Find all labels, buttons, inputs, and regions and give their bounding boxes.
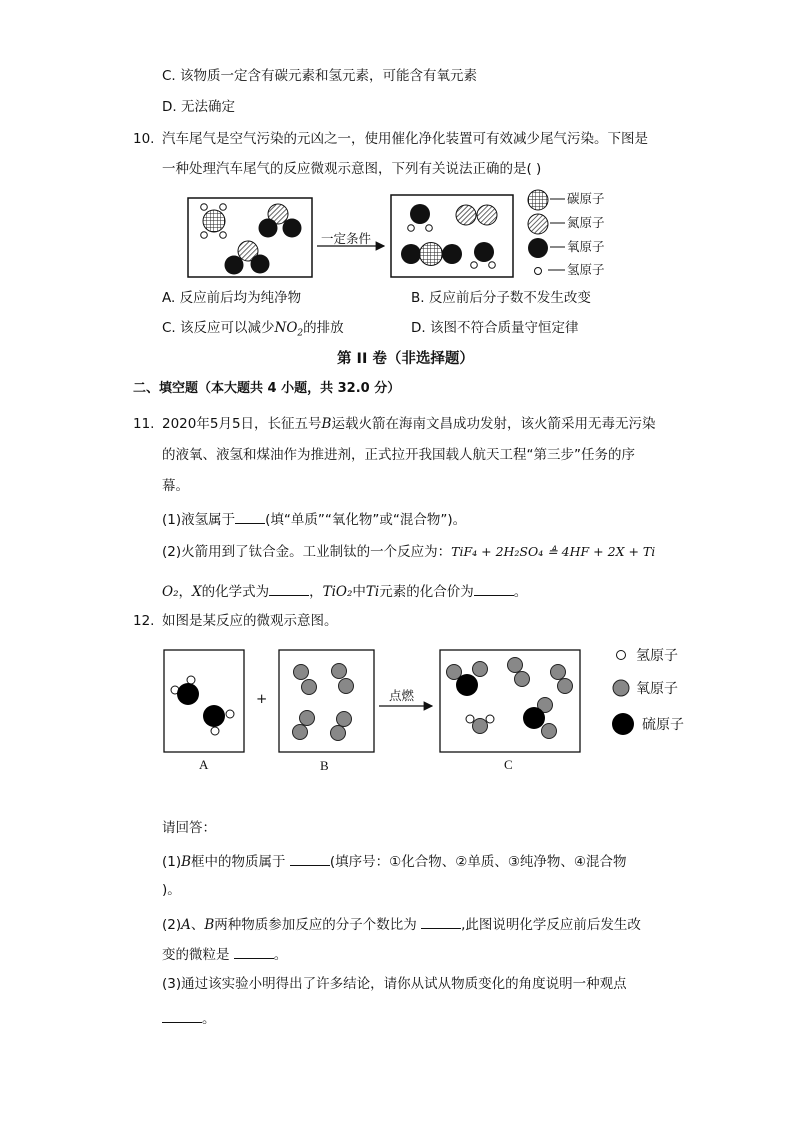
q12-part2-line2: 变的微粒是 。 xyxy=(162,947,288,963)
q10-arrow-label: 一定条件 xyxy=(321,231,372,246)
legend-carbon-icon xyxy=(528,190,548,210)
q11-part2: (2)火箭用到了钛合金。工业制钛的一个反应为：TiF₄ + 2H₂SO₄ ≜ 4HF + 2X + Ti xyxy=(162,544,656,560)
h-atom xyxy=(220,204,227,211)
answer-blank[interactable] xyxy=(474,583,514,596)
h-atom xyxy=(220,232,227,239)
legend-o-icon xyxy=(613,680,629,696)
q11-equation: TiF₄ + 2H₂SO₄ ≜ 4HF + 2X + Ti xyxy=(451,544,656,559)
q12-part2: (2)A、B两种物质参加反应的分子个数比为 ,此图说明化学反应前后发生改 xyxy=(162,917,641,933)
q11-part1: (1)液氢属于 (填“单质”“氧化物”或“混合物”)。 xyxy=(162,512,467,528)
box-b xyxy=(279,650,374,752)
q12-stem: 如图是某反应的微观示意图。 xyxy=(162,613,338,629)
box-a xyxy=(164,650,244,752)
q10-figure xyxy=(188,190,565,277)
q12-part1-end: )。 xyxy=(162,882,181,898)
q9-option-d: D. 无法确定 xyxy=(162,99,235,115)
legend-oxygen: 氧原子 xyxy=(567,239,605,254)
legend-s-icon xyxy=(612,713,634,735)
legend-o: 氧原子 xyxy=(636,681,678,697)
q12-plus: + xyxy=(256,691,268,707)
q10-option-a: A. 反应前后均为纯净物 xyxy=(162,290,302,306)
q10-option-b: B. 反应前后分子数不发生改变 xyxy=(411,290,591,306)
legend-nitrogen: 氮原子 xyxy=(567,215,605,230)
legend-s: 硫原子 xyxy=(642,717,684,733)
label-b: B xyxy=(320,758,329,773)
q10-option-c: C. 该反应可以减少$NO_2$的排放 xyxy=(162,320,344,339)
answer-blank[interactable] xyxy=(290,853,330,866)
label-a: A xyxy=(199,757,209,772)
o-atom xyxy=(259,219,278,238)
o-atom xyxy=(283,219,302,238)
answer-blank[interactable] xyxy=(421,916,461,929)
section-title: 第 II 卷（非选择题） xyxy=(337,351,474,367)
o-atom xyxy=(225,256,244,275)
q12-arrow-label: 点燃 xyxy=(389,688,415,703)
q10-option-d: D. 该图不符合质量守恒定律 xyxy=(411,320,579,336)
answer-blank[interactable] xyxy=(235,511,265,524)
legend-oxygen-icon xyxy=(528,238,548,258)
h-atom xyxy=(201,232,208,239)
legend-carbon: 碳原子 xyxy=(567,191,605,206)
q11-part2-line2: O₂，X的化学式为 ，TiO₂中Ti元素的化合价为 。 xyxy=(162,584,528,600)
c-atom xyxy=(203,210,225,232)
legend-h-icon xyxy=(617,651,626,660)
q11-stem-line1: 2020年5月5日，长征五号B运载火箭在海南文昌成功发射，该火箭采用无毒无污染 xyxy=(162,416,656,432)
q10-stem-line1: 汽车尾气是空气污染的元凶之一，使用催化净化装置可有效减少尾气污染。下图是 xyxy=(162,131,648,147)
q11-stem-line3: 幕。 xyxy=(162,478,189,494)
label-c: C xyxy=(504,757,513,772)
q10-stem-line2: 一种处理汽车尾气的反应微观示意图，下列有关说法正确的是( ) xyxy=(162,161,542,177)
q10-number: 10. xyxy=(133,131,155,147)
legend-hydrogen-icon xyxy=(535,268,542,275)
q12-part3-line2: 。 xyxy=(162,1010,216,1027)
q12-number: 12. xyxy=(133,613,155,629)
legend-nitrogen-icon xyxy=(528,214,548,234)
q9-option-c: C. 该物质一定含有碳元素和氢元素，可能含有氧元素 xyxy=(162,68,478,84)
legend-hydrogen: 氢原子 xyxy=(567,262,605,277)
answer-blank[interactable] xyxy=(234,946,274,959)
q12-part1: (1)B框中的物质属于 (填序号：①化合物、②单质、③纯净物、④混合物 xyxy=(162,854,627,870)
q12-part3: (3)通过该实验小明得出了许多结论，请你从试从物质变化的角度说明一种观点 xyxy=(162,976,627,992)
section2-heading: 二、填空题（本大题共 4 小题，共 32.0 分） xyxy=(133,381,401,396)
q11-stem-line2: 的液氧、液氢和煤油作为推进剂，正式拉开我国载人航天工程“第三步”任务的序 xyxy=(162,447,635,463)
q11-number: 11. xyxy=(133,416,155,432)
legend-h: 氢原子 xyxy=(636,648,678,664)
o-atom xyxy=(251,255,270,274)
answer-blank[interactable] xyxy=(162,1010,202,1023)
q12-prompt: 请回答： xyxy=(162,820,216,836)
answer-blank[interactable] xyxy=(269,583,309,596)
h-atom xyxy=(201,204,208,211)
